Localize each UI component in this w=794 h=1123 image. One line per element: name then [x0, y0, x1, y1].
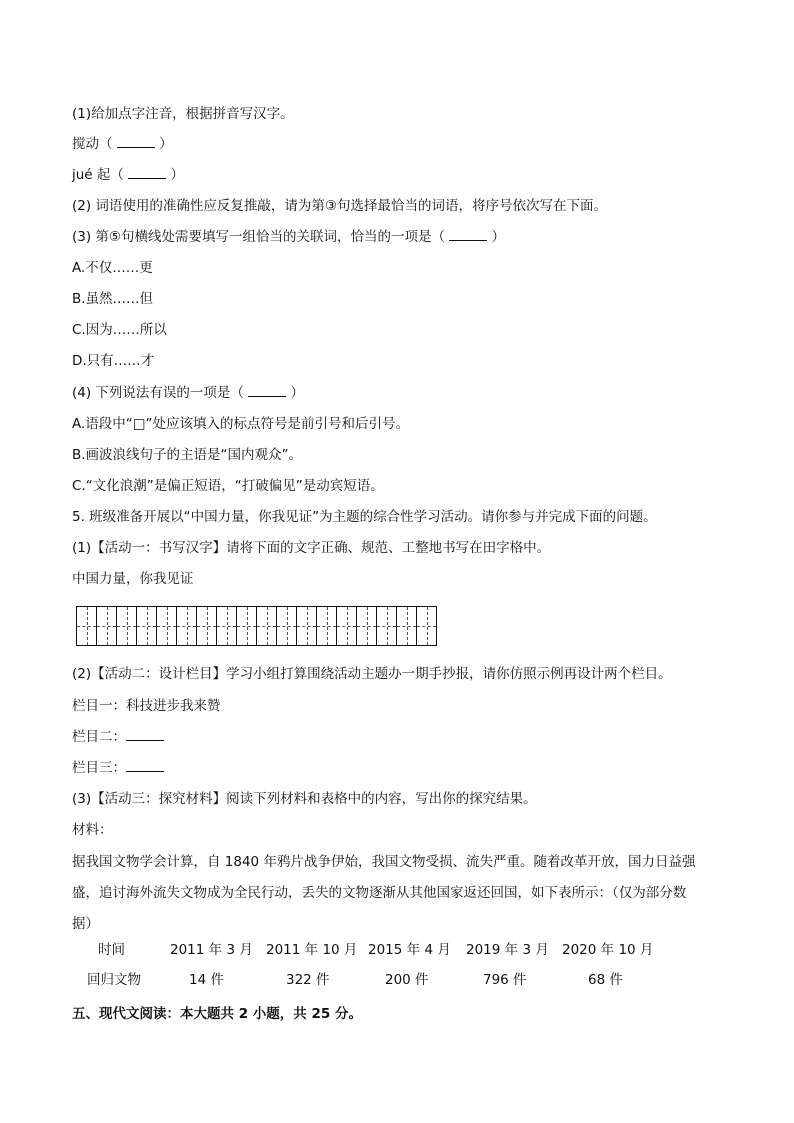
table-row	[0, 970, 794, 990]
q5-activity1-text: (1)【活动一：书写汉字】请将下面的文字正确、规范、工整地书写在田字格中。	[72, 540, 551, 556]
grid-cell[interactable]	[337, 606, 357, 646]
q4-part4-option-c	[72, 476, 384, 496]
material-text: 据）	[72, 916, 99, 932]
q4-part3-prompt	[72, 227, 505, 247]
q5-activity3-text: (3)【活动三：探究材料】阅读下列材料和表格中的内容，写出你的探究结果。	[72, 791, 537, 807]
section-five-heading	[72, 1004, 362, 1024]
q4-part3-option-b	[72, 289, 153, 309]
q4-part1-item-b	[72, 165, 184, 185]
q5-activity2-prompt	[72, 664, 672, 684]
q4-part3-option-d	[72, 351, 154, 371]
q4-part1-a-close: ）	[159, 136, 173, 152]
column-one-text: 栏目一：科技进步我来赞	[72, 698, 221, 714]
q4-part4-option-b	[72, 445, 302, 465]
grid-cell[interactable]	[197, 606, 217, 646]
q4-part4-close: ）	[290, 385, 305, 401]
q4-part1-prompt	[72, 104, 294, 124]
grid-cell[interactable]	[217, 606, 237, 646]
table-cell: 2011 年 3 月	[170, 942, 253, 958]
q4-part1-a-blank[interactable]	[117, 135, 155, 148]
q4-part1-item-a	[72, 134, 173, 154]
option-text: A.语段中“□”处应该填入的标点符号是前引号和后引号。	[72, 416, 410, 432]
option-text: B.画波浪线句子的主语是“国内观众”。	[72, 447, 303, 463]
column-three-blank[interactable]	[126, 759, 164, 772]
table-cell: 322 件	[286, 972, 330, 988]
material-label-text: 材料：	[72, 822, 113, 838]
table-cell: 200 件	[385, 972, 429, 988]
grid-cell[interactable]	[137, 606, 157, 646]
grid-cell[interactable]	[117, 606, 137, 646]
material-line-2	[72, 883, 686, 903]
column-three-label: 栏目三：	[72, 760, 126, 776]
column-one	[72, 696, 221, 716]
material-text: 盛，追讨海外流失文物成为全民行动，丢失的文物逐渐从其他国家返还回国，如下表所示：（仅为部分数	[72, 885, 687, 901]
option-text: C.“文化浪潮”是偏正短语，“打破偏见”是动宾短语。	[72, 478, 384, 494]
q5-activity2-text: (2)【活动二：设计栏目】学习小组打算围绕活动主题办一期手抄报，请你仿照示例再设计两个栏目。	[72, 666, 672, 682]
material-label	[72, 820, 113, 840]
grid-cell[interactable]	[297, 606, 317, 646]
column-two-blank[interactable]	[126, 728, 164, 741]
material-line-3	[72, 914, 99, 934]
grid-cell[interactable]	[237, 606, 257, 646]
q4-part2-prompt	[72, 196, 607, 216]
grid-cell[interactable]	[417, 606, 437, 646]
q5-title	[72, 507, 657, 527]
q4-part1-b-word: jué 起（	[72, 167, 124, 183]
section-five-text: 五、现代文阅读：本大题共 2 小题，共 25 分。	[72, 1006, 362, 1022]
table-row	[0, 940, 794, 960]
grid-cell[interactable]	[157, 606, 177, 646]
table-cell: 2020 年 10 月	[562, 942, 654, 958]
q4-part1-text: (1)给加点字注音，根据拼音写汉字。	[72, 106, 294, 122]
option-text: B.虽然……但	[72, 291, 154, 307]
grid-cell[interactable]	[397, 606, 417, 646]
grid-cell[interactable]	[317, 606, 337, 646]
q5-activity1-phrase	[72, 569, 194, 589]
grid-cell[interactable]	[77, 606, 97, 646]
option-text: C.因为……所以	[72, 322, 167, 338]
tianzige-grid[interactable]	[76, 606, 437, 646]
q4-part4-option-a	[72, 414, 409, 434]
q4-part4-text: (4) 下列说法有误的一项是（	[72, 385, 244, 401]
column-two-label: 栏目二：	[72, 729, 126, 745]
grid-cell[interactable]	[357, 606, 377, 646]
material-text: 据我国文物学会计算，自 1840 年鸦片战争伊始，我国文物受损、流失严重。随着改革开放，国力日益强	[72, 854, 696, 870]
option-text: D.只有……才	[72, 353, 155, 369]
grid-cell[interactable]	[97, 606, 117, 646]
column-two	[72, 727, 164, 747]
table-cell: 2015 年 4 月	[368, 942, 451, 958]
q4-part1-a-word: 搅动（	[72, 136, 113, 152]
table-cell: 796 件	[483, 972, 527, 988]
grid-cell[interactable]	[377, 606, 397, 646]
q4-part2-text: (2) 词语使用的准确性应反复推敲，请为第③句选择最恰当的词语，将序号依次写在下面。	[72, 198, 608, 214]
column-three	[72, 758, 164, 778]
table-cell: 2011 年 10 月	[266, 942, 358, 958]
q4-part3-option-c	[72, 320, 167, 340]
q4-part4-prompt	[72, 383, 304, 403]
grid-cell[interactable]	[277, 606, 297, 646]
grid-cell[interactable]	[257, 606, 277, 646]
q5-activity1-prompt	[72, 538, 550, 558]
material-line-1	[72, 852, 695, 872]
q4-part3-text: (3) 第⑤句横线处需要填写一组恰当的关联词，恰当的一项是（	[72, 229, 446, 245]
q4-part1-b-close: ）	[170, 167, 184, 183]
table-cell: 14 件	[189, 972, 224, 988]
option-text: A.不仅……更	[72, 260, 153, 276]
table-header-time: 时间	[98, 942, 125, 958]
q5-title-text: 5. 班级准备开展以“中国力量，你我见证”为主题的综合性学习活动。请你参与并完成下面的问题。	[72, 509, 657, 525]
table-header-relics: 回归文物	[87, 972, 141, 988]
grid-cell[interactable]	[177, 606, 197, 646]
table-cell: 68 件	[588, 972, 623, 988]
q4-part3-blank[interactable]	[449, 228, 487, 241]
table-cell: 2019 年 3 月	[466, 942, 549, 958]
q4-part4-blank[interactable]	[248, 384, 286, 397]
q4-part1-b-blank[interactable]	[128, 166, 166, 179]
q4-part3-option-a	[72, 258, 153, 278]
q5-activity1-phrase-text: 中国力量，你我见证	[72, 571, 194, 587]
q5-activity3-prompt	[72, 789, 537, 809]
q4-part3-close: ）	[491, 229, 506, 245]
